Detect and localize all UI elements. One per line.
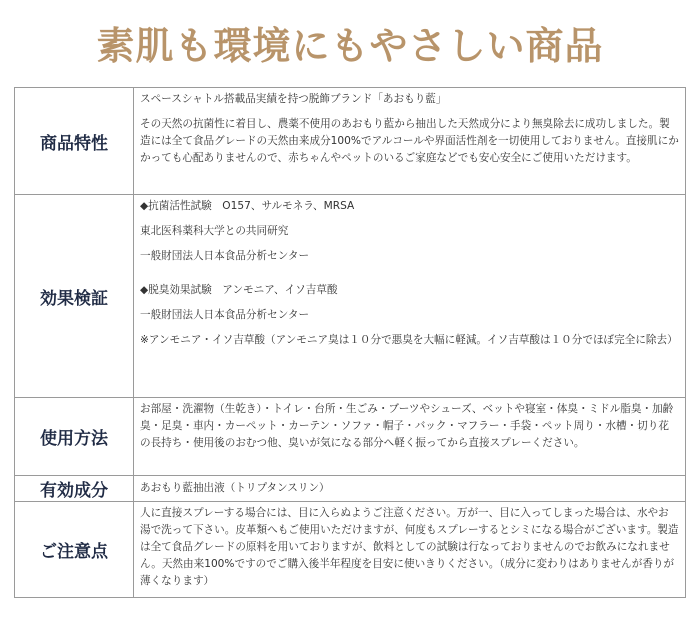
product-spec-table <box>14 87 686 598</box>
row-label-ingredient: 有効成分 <box>15 476 134 502</box>
verification-line-2: 東北医科薬科大学との共同研究 <box>140 225 289 237</box>
row-label-features: 商品特性 <box>15 88 134 195</box>
row-content-caution <box>134 502 686 598</box>
usage-text: お部屋・洗濯物（生乾き）・トイレ・台所・生ごみ・ブーツやシューズ、ベットや寝室・体臭・ミドル脂臭・加齢臭・足臭・車内・カーペット・カーテン・ソファ・帽子・バック・マフラー・手袋・ペット周り・水槽・切り花の長持ち・使用後のおむつ他、臭いが気になる部分へ軽く振ってから直接スプレーください。 <box>140 403 674 449</box>
table-row-features <box>15 88 686 195</box>
table-row-caution <box>15 502 686 598</box>
ingredient-text: あおもり藍抽出液（トリプタンスリン） <box>140 481 330 494</box>
row-content-features <box>134 88 686 195</box>
features-line-1: スペースシャトル搭載品実績を持つ脱飾ブランド「あおもり藍」 <box>140 93 447 105</box>
verification-line-3: 一般財団法人日本食品分析センター <box>140 250 310 262</box>
row-label-verification: 効果検証 <box>15 195 134 398</box>
features-line-2: その天然の抗菌性に着目し、農薬不使用のあおもり藍から抽出した天然成分により無臭除去に成功しました。製造には全て食品グレードの天然由来成分100%でアルコールや界面活性剤を一切使用しておりません。直接肌にかかっても心配ありませんので、赤ちゃんやペットのいるご家庭などでも安心安全にご使用いただけます。 <box>140 118 679 164</box>
row-content-ingredient <box>134 476 686 502</box>
table-row-usage <box>15 398 686 476</box>
row-content-verification <box>134 195 686 398</box>
page-title: 素肌も環境にもやさしい商品 <box>96 23 604 68</box>
verification-line-5: 一般財団法人日本食品分析センター <box>140 309 310 321</box>
caution-text: 人に直接スプレーする場合には、目に入らぬようご注意ください。万が一、目に入ってしまった場合は、水やお湯で洗って下さい。皮革類へもご使用いただけますが、何度もスプレーするとシミになる場合がございます。製造は全て食品グレードの原料を用いておりますが、飲料としての試験は行なっておりませんのでお飲みになれません。天然由来100%ですのでご購入後半年程度を目安に使いきりください。（成分に変わりはありませんが香りが薄くなります） <box>140 507 679 587</box>
row-content-usage <box>134 398 686 476</box>
table-row-verification <box>15 195 686 398</box>
verification-line-6: ※アンモニア・イソ吉草酸（アンモニア臭は１０分で悪臭を大幅に軽減。イソ吉草酸は１０分でほぼ完全に除去） <box>140 334 678 346</box>
verification-line-1: ◆抗菌活性試験 O157、サルモネラ、MRSA <box>140 200 355 212</box>
table-row-ingredient <box>15 476 686 502</box>
verification-line-4: ◆脱臭効果試験 アンモニア、イソ吉草酸 <box>140 284 338 296</box>
row-label-caution: ご注意点 <box>15 502 134 598</box>
row-label-usage: 使用方法 <box>15 398 134 476</box>
